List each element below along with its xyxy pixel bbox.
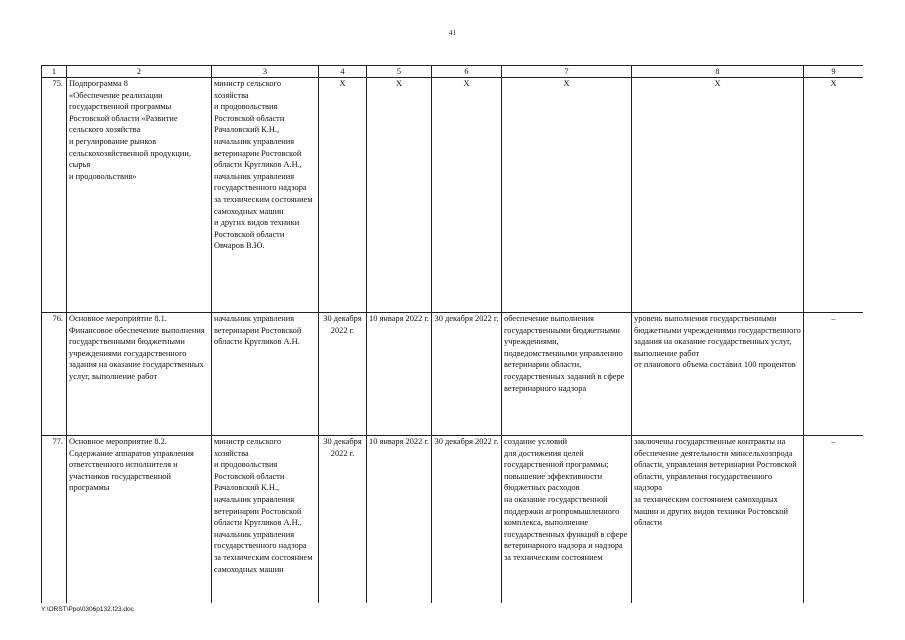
- responsible-executor: министр сельского хозяйства и продовольствия Ростовской области Рачаловский К.Н., начальник управления ветеринарии Ростовской области Кругликов А.Н., начальник управления государственного надзора за техническим состоянием самоходных машин: [212, 436, 319, 604]
- responsible-executor: начальник управления ветеринарии Ростовской области Кругликов А.Н.: [212, 313, 319, 436]
- deadline-cell: 30 декабря 2022 г.: [319, 436, 367, 604]
- measure-name: Подпрограмма 8 «Обеспечение реализации государственной программы Ростовской области «Развитие сельского хозяйства и регулирование рынков сельскохозяйственной продукции, сырья и продовольствия»: [67, 78, 212, 313]
- start-date-cell: 10 января 2022 г.: [367, 436, 432, 604]
- end-date-cell: Х: [432, 78, 502, 313]
- header-cell: 1: [42, 66, 67, 78]
- header-cell: 6: [432, 66, 502, 78]
- note-cell: –: [804, 313, 864, 436]
- action-plan-table: [41, 65, 863, 603]
- end-date-cell: 30 декабря 2022 г.: [432, 436, 502, 604]
- header-row: [42, 66, 864, 78]
- table-row: [42, 313, 864, 436]
- actual-result-cell: заключены государственные контракты на обеспечение деятельности минсельхозпрода области, управления ветеринарии Ростовской области, управления государственного надзора за техническим состоянием самоходных машин и других видов техники Ростовской области: [632, 436, 804, 604]
- file-path-footer: Y:\ORST\Ppo\0306p132.f23.doc: [41, 606, 134, 613]
- measure-name: Основное мероприятие 8.1. Финансовое обеспечение выполнения государственными бюджетными учреждениями государственного задания на оказание государственных услуг, выполнение работ: [67, 313, 212, 436]
- header-cell: 5: [367, 66, 432, 78]
- header-cell: 8: [632, 66, 804, 78]
- expected-result-cell: обеспечение выполнения государственными бюджетными учреждениями, подведомственными управлению ветеринарии области, государственных заданий в сфере ветеринарного надзора: [502, 313, 632, 436]
- expected-result-cell: создание условий для достижения целей государственной программы; повышение эффективности бюджетных расходов на оказание государственной поддержки агропромышленного комплекса, выполнение государственных функций в сфере ветеринарного надзора и надзора за техническим состоянием: [502, 436, 632, 604]
- row-number: 77.: [42, 436, 67, 604]
- header-cell: 7: [502, 66, 632, 78]
- responsible-executor: министр сельского хозяйства и продовольствия Ростовской области Рачаловский К.Н., начальник управления ветеринарии Ростовской области Кругликов А.Н., начальник управления государственного надзора за техническим состоянием самоходных машин и других видов техники Ростовской области Овчаров В.Ю.: [212, 78, 319, 313]
- actual-result-cell: Х: [632, 78, 804, 313]
- page-number: 41: [449, 29, 456, 37]
- end-date-cell: 30 декабря 2022 г.: [432, 313, 502, 436]
- row-number: 76.: [42, 313, 67, 436]
- header-cell: 2: [67, 66, 212, 78]
- deadline-cell: 30 декабря 2022 г.: [319, 313, 367, 436]
- start-date-cell: Х: [367, 78, 432, 313]
- expected-result-cell: Х: [502, 78, 632, 313]
- table-row: [42, 78, 864, 313]
- header-cell: 4: [319, 66, 367, 78]
- header-cell: 3: [212, 66, 319, 78]
- measure-name: Основное мероприятие 8.2. Содержание аппаратов управления ответственного исполнителя и участников государственной программы: [67, 436, 212, 604]
- deadline-cell: Х: [319, 78, 367, 313]
- actual-result-cell: уровень выполнения государственными бюджетными учреждениями государственного задания на оказание государственных услуг, выполнение работ от планового объема составил 100 процентов: [632, 313, 804, 436]
- note-cell: –: [804, 436, 864, 604]
- header-cell: 9: [804, 66, 864, 78]
- row-number: 75.: [42, 78, 67, 313]
- start-date-cell: 10 января 2022 г.: [367, 313, 432, 436]
- note-cell: Х: [804, 78, 864, 313]
- table-container: [41, 65, 863, 603]
- table-row: [42, 436, 864, 604]
